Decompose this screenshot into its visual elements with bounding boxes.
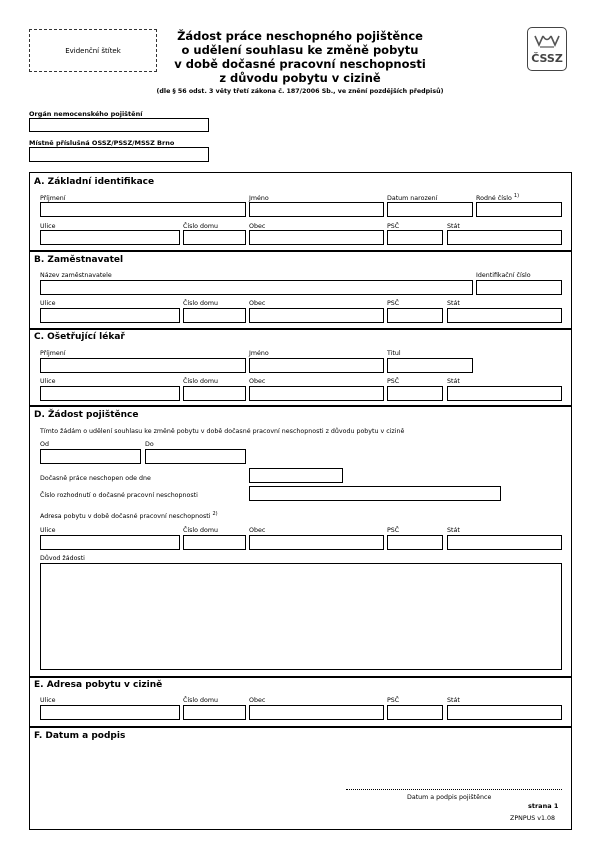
foreign-country-label: Stát [447,697,460,704]
doctor-surname-label: Příjmení [40,350,66,357]
logo-text: ČSSZ [531,52,563,65]
section-e-foreign-address [29,677,572,727]
section-a-identification [29,172,572,251]
foreign-municipality-label: Obec [249,697,266,704]
form-code: ZPNPUS v1.08 [510,815,555,822]
birth-date-label: Datum narození [387,195,438,202]
stamp-label: Evidenční štítek [65,46,121,55]
doctor-house-number-input[interactable] [183,386,246,401]
doctor-street-label: Ulice [40,378,56,385]
request-statement: Tímto žádám o udělení souhlasu ke změně pobytu v době dočasné pracovní neschopnosti z důvodu pobytu v cizině [40,428,405,435]
doctor-first-name-input[interactable] [249,358,384,373]
country-label: Stát [447,223,460,230]
house-number-input[interactable] [183,230,246,245]
employer-house-number-input[interactable] [183,308,246,323]
section-f-title: F. Datum a podpis [34,731,126,741]
page-number: strana 1 [528,802,559,810]
employer-postal-code-input[interactable] [387,308,443,323]
residence-address-text: Adresa pobytu v době dočasné pracovní neschopnosti [40,513,211,521]
authority-label: Orgán nemocenského pojištění [29,110,143,118]
to-date-input[interactable] [145,449,246,464]
incapacity-since-label: Dočasně práce neschopen ode dne [40,475,151,482]
doctor-postal-code-label: PSČ [387,378,400,385]
doctor-postal-code-input[interactable] [387,386,443,401]
registration-stamp-box [29,29,157,72]
cssz-emblem-icon [533,33,561,51]
section-c-doctor [29,329,572,406]
employer-name-input[interactable] [40,280,473,295]
birth-number-input[interactable] [476,202,562,217]
form-title [160,29,440,85]
residence-postal-code-input[interactable] [387,535,443,550]
doctor-surname-input[interactable] [40,358,246,373]
foreign-country-input[interactable] [447,705,562,720]
doctor-country-input[interactable] [447,386,562,401]
employer-house-number-label: Číslo domu [183,300,219,307]
decision-number-input[interactable] [249,486,501,501]
section-e-title: E. Adresa pobytu v cizině [34,680,163,690]
doctor-country-label: Stát [447,378,460,385]
local-office-label: Místně příslušná OSSZ/PSSZ/MSSZ Brno [29,139,175,147]
first-name-label: Jméno [249,195,269,202]
local-office-input[interactable] [29,147,209,162]
employer-country-label: Stát [447,300,460,307]
from-label: Od [40,441,49,448]
section-a-title: A. Základní identifikace [34,177,155,187]
form-subtitle: (dle § 56 odst. 3 věty třetí zákona č. 187/2006 Sb., ve znění pozdějších předpisů) [156,88,444,95]
street-label: Ulice [40,223,56,230]
street-input[interactable] [40,230,180,245]
employer-postal-code-label: PSČ [387,300,400,307]
signature-line[interactable] [346,789,562,790]
foreign-municipality-input[interactable] [249,705,384,720]
foreign-street-input[interactable] [40,705,180,720]
foreign-postal-code-input[interactable] [387,705,443,720]
doctor-municipality-input[interactable] [249,386,384,401]
residence-street-label: Ulice [40,527,56,534]
birth-number-text: Rodné číslo [476,195,512,203]
residence-house-number-label: Číslo domu [183,527,219,534]
from-date-input[interactable] [40,449,141,464]
reason-label: Důvod žádosti [40,555,85,562]
residence-country-label: Stát [447,527,460,534]
title-line-2: o udělení souhlasu ke změně pobytu [181,43,419,57]
residence-municipality-label: Obec [249,527,266,534]
cssz-logo [527,27,567,71]
doctor-municipality-label: Obec [249,378,266,385]
birth-number-label [476,193,519,202]
foreign-house-number-input[interactable] [183,705,246,720]
doctor-street-input[interactable] [40,386,180,401]
residence-postal-code-label: PSČ [387,527,400,534]
section-b-title: B. Zaměstnavatel [34,255,124,265]
employer-municipality-input[interactable] [249,308,384,323]
doctor-title-input[interactable] [387,358,473,373]
title-line-3: v době dočasné pracovní neschopnosti [174,57,426,71]
foreign-postal-code-label: PSČ [387,697,400,704]
company-id-label: Identifikační číslo [476,272,531,279]
residence-house-number-input[interactable] [183,535,246,550]
decision-number-label: Číslo rozhodnutí o dočasné pracovní neschopnosti [40,492,198,499]
doctor-house-number-label: Číslo domu [183,378,219,385]
municipality-input[interactable] [249,230,384,245]
authority-input[interactable] [29,118,209,132]
employer-street-label: Ulice [40,300,56,307]
residence-address-label [40,511,218,520]
birth-date-input[interactable] [387,202,473,217]
to-label: Do [145,441,154,448]
foreign-street-label: Ulice [40,697,56,704]
employer-street-input[interactable] [40,308,180,323]
doctor-title-label: Titul [387,350,401,357]
section-b-employer [29,251,572,329]
title-line-4: z důvodu pobytu v cizině [219,71,381,85]
postal-code-label: PSČ [387,223,400,230]
house-number-label: Číslo domu [183,223,219,230]
section-d-title: D. Žádost pojištěnce [34,410,139,420]
residence-municipality-input[interactable] [249,535,384,550]
company-id-input[interactable] [476,280,562,295]
surname-input[interactable] [40,202,246,217]
employer-municipality-label: Obec [249,300,266,307]
section-f-signature [29,727,572,830]
first-name-input[interactable] [249,202,384,217]
section-d-request [29,406,572,677]
municipality-label: Obec [249,223,266,230]
employer-name-label: Název zaměstnavatele [40,272,112,279]
postal-code-input[interactable] [387,230,443,245]
title-line-1: Žádost práce neschopného pojištěnce [177,29,423,43]
foreign-house-number-label: Číslo domu [183,697,219,704]
surname-label: Příjmení [40,195,66,202]
reason-textarea[interactable] [40,563,562,670]
residence-country-input[interactable] [447,535,562,550]
signature-label: Datum a podpis pojištěnce [407,794,492,801]
doctor-first-name-label: Jméno [249,350,269,357]
section-c-title: C. Ošetřující lékař [34,332,125,342]
country-input[interactable] [447,230,562,245]
residence-address-note: 2) [212,511,218,517]
birth-number-note: 1) [513,193,520,199]
residence-street-input[interactable] [40,535,180,550]
incapacity-since-input[interactable] [249,468,343,483]
employer-country-input[interactable] [447,308,562,323]
